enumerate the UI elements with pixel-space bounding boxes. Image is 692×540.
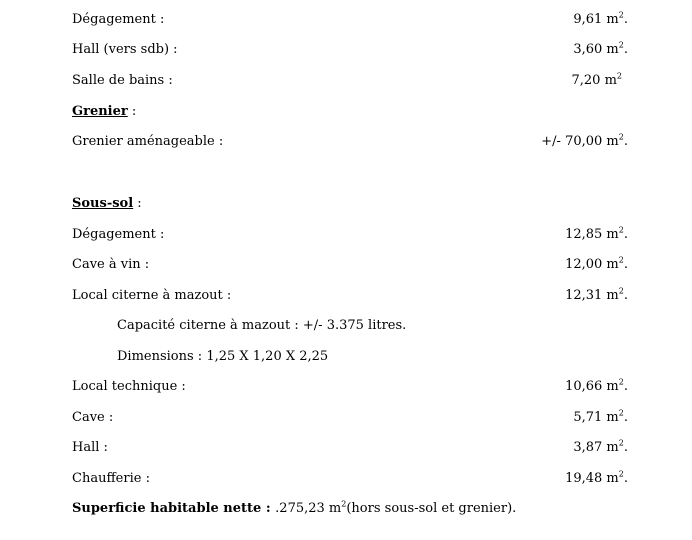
section-title: Sous-sol xyxy=(72,196,134,211)
area-label: Local citerne à mazout : xyxy=(72,288,232,303)
area-value: 10,66 $m^2$. xyxy=(565,377,628,394)
summary-value: .275,23 m xyxy=(275,501,342,516)
area-row-grenier-amenageable xyxy=(72,132,628,152)
area-label: Cave : xyxy=(72,410,114,425)
area-row-degagement-sous-sol xyxy=(72,225,628,245)
area-value: 12,85 $m^2$. xyxy=(565,225,628,242)
summary-net-living-area: Superficie habitable nette : .275,23 $m^2(hors$ sous-sol et grenier). xyxy=(72,499,517,516)
section-title: Grenier xyxy=(72,104,128,119)
area-row-cave-a-vin xyxy=(72,255,628,275)
area-value: 3,60 $m^2$. xyxy=(573,40,628,57)
area-row-hall-sdb xyxy=(72,40,628,60)
detail-text: Capacité citerne à mazout : +/- 3.375 litres. xyxy=(117,318,407,333)
area-value: 3,87 $m^2$. xyxy=(573,438,628,455)
area-label: Cave à vin : xyxy=(72,257,150,272)
detail-capacite-citerne xyxy=(72,316,628,336)
area-label: Chaufferie : xyxy=(72,471,150,486)
area-label: Hall : xyxy=(72,440,108,455)
area-value: +/- 70,00 $m^2$. xyxy=(541,132,628,149)
area-label: Local technique : xyxy=(72,379,186,394)
area-label: Grenier aménageable : xyxy=(72,134,224,149)
section-heading-sous-sol: Sous-sol : xyxy=(72,196,142,211)
area-value: 12,00 $m^2$. xyxy=(565,255,628,272)
area-label: Dégagement : xyxy=(72,227,165,242)
area-value: 9,61 $m^2$. xyxy=(573,10,628,27)
area-value: 19,48 $m^2$. xyxy=(565,469,628,486)
area-value: 7,20 $m^2$ xyxy=(571,71,622,88)
area-label: Hall (vers sdb) : xyxy=(72,42,178,57)
area-value: 12,31 $m^2$. xyxy=(565,286,628,303)
detail-dimensions xyxy=(72,347,628,367)
area-row-hall xyxy=(72,438,628,458)
section-heading-grenier: Grenier : xyxy=(72,104,137,119)
area-row-local-technique xyxy=(72,377,628,397)
area-row-cave xyxy=(72,408,628,428)
summary-note: (hors sous-sol et grenier). xyxy=(346,501,517,516)
area-label: Salle de bains : xyxy=(72,73,173,88)
detail-text: Dimensions : 1,25 X 1,20 X 2,25 xyxy=(117,349,329,364)
area-row-salle-de-bains xyxy=(72,71,628,91)
area-row-degagement xyxy=(72,10,628,30)
summary-label: Superficie habitable nette xyxy=(72,501,262,516)
area-row-local-citerne xyxy=(72,286,628,306)
area-value: 5,71 $m^2$. xyxy=(573,408,628,425)
area-row-chaufferie xyxy=(72,469,628,489)
area-label: Dégagement : xyxy=(72,12,165,27)
